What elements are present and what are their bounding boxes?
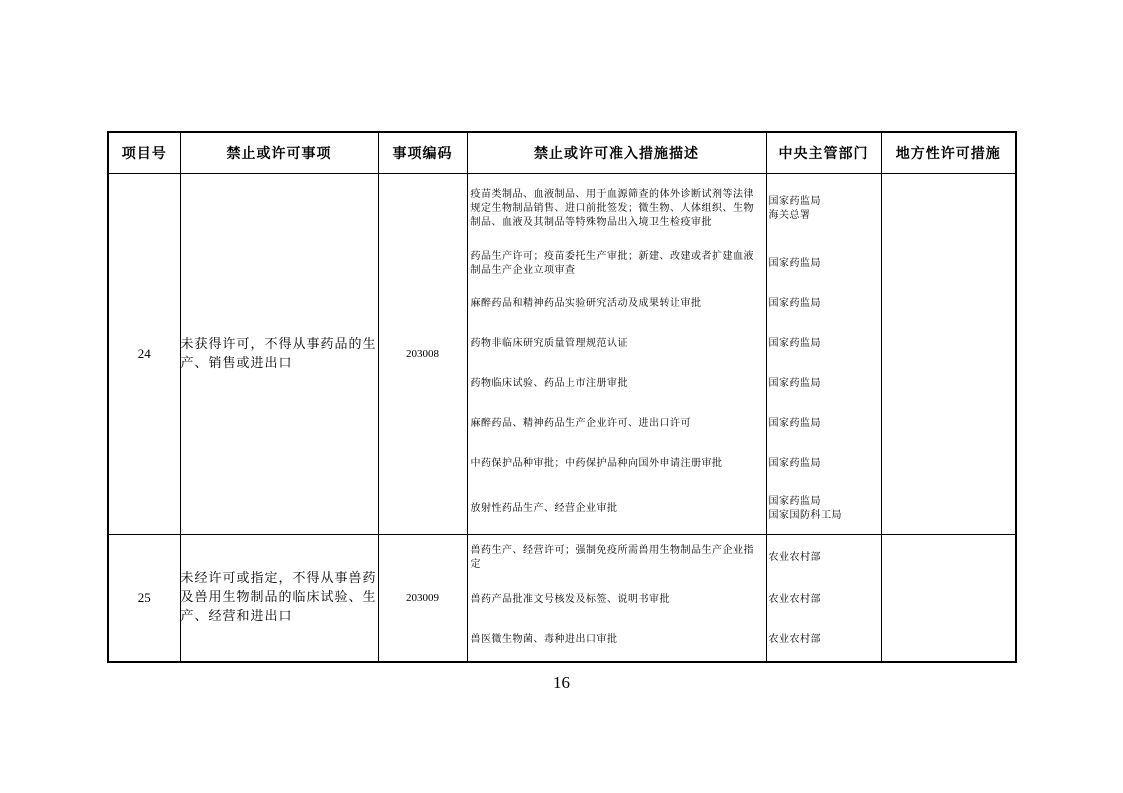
measure-description: 兽药产品批准文号核发及标签、说明书审批 — [470, 594, 670, 606]
row-item: 未获得许可，不得从事药品的生产、销售或进出口 — [180, 174, 378, 535]
regulation-table — [107, 131, 1017, 663]
measure-description: 疫苗类制品、血液制品、用于血源筛查的体外诊断试剂等法律规定生物制品销售、进口前批签发；微生物、人体组织、生物制品、血液及其制品等特殊物品出入境卫生检疫审批 — [470, 189, 754, 228]
measure-departments — [766, 535, 881, 662]
department-cell: 农业农村部 — [768, 634, 821, 646]
header-item: 禁止或许可事项 — [180, 132, 378, 174]
measure-description: 麻醉药品和精神药品实验研究活动及成果转让审批 — [470, 298, 702, 309]
header-central-department: 中央主管部门 — [766, 132, 881, 174]
row-local-measures — [881, 535, 1016, 662]
header-code: 事项编码 — [378, 132, 467, 174]
department-cell: 国家药监局 — [768, 418, 821, 429]
measure-description: 兽医微生物菌、毒种进出口审批 — [470, 634, 618, 646]
department-cell: 国家药监局 — [768, 338, 821, 349]
department-cell: 国家药监局 — [768, 458, 821, 469]
table-header-row — [108, 132, 1016, 174]
measure-departments — [766, 174, 881, 535]
department-cell: 农业农村部 — [768, 594, 821, 606]
measure-description: 中药保护品种审批；中药保护品种向国外申请注册审批 — [470, 458, 723, 469]
measure-description: 药品生产许可；疫苗委托生产审批；新建、改建或者扩建血液制品生产企业立项审查 — [470, 251, 754, 276]
header-project-number: 项目号 — [108, 132, 180, 174]
measure-descriptions — [467, 535, 766, 662]
measure-description: 麻醉药品、精神药品生产企业许可、进出口许可 — [470, 418, 691, 429]
table-row — [108, 535, 1016, 662]
header-measure-description: 禁止或许可准入措施描述 — [467, 132, 766, 174]
department-cell: 国家药监局 海关总署 — [768, 196, 821, 221]
row-number: 25 — [108, 535, 180, 662]
row-code: 203008 — [378, 174, 467, 535]
measure-description: 药物临床试验、药品上市注册审批 — [470, 378, 628, 389]
measure-description: 放射性药品生产、经营企业审批 — [470, 503, 618, 514]
table-row — [108, 174, 1016, 535]
department-cell: 国家药监局 — [768, 378, 821, 389]
row-number: 24 — [108, 174, 180, 535]
measure-description: 兽药生产、经营许可；强制免疫所需兽用生物制品生产企业指定 — [470, 544, 754, 570]
row-local-measures — [881, 174, 1016, 535]
row-code: 203009 — [378, 535, 467, 662]
department-cell: 国家药监局 — [768, 298, 821, 309]
header-local-measures: 地方性许可措施 — [881, 132, 1016, 174]
department-cell: 农业农村部 — [768, 551, 821, 563]
measure-descriptions — [467, 174, 766, 535]
measure-description: 药物非临床研究质量管理规范认证 — [470, 338, 628, 349]
department-cell: 国家药监局 — [768, 258, 821, 269]
page-number: 16 — [553, 673, 570, 692]
department-cell: 国家药监局 国家国防科工局 — [768, 496, 842, 521]
row-item: 未经许可或指定，不得从事兽药及兽用生物制品的临床试验、生产、经营和进出口 — [180, 535, 378, 662]
